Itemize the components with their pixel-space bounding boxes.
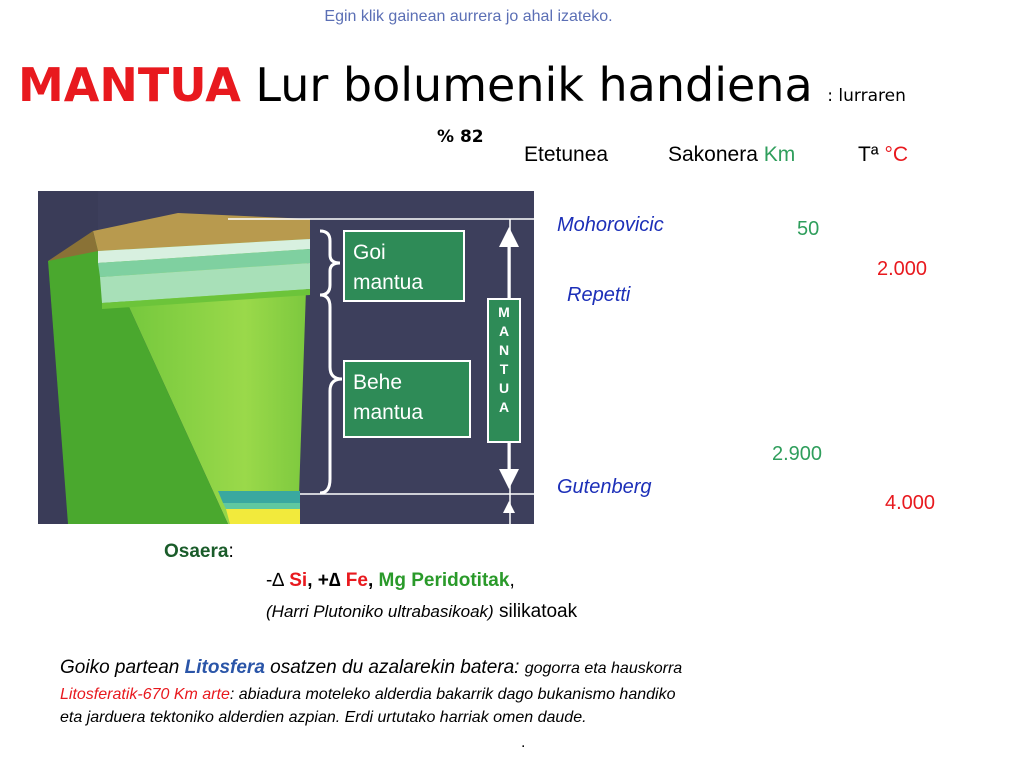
bottom-l1-b: osatzen du azalarekin batera:	[270, 657, 520, 678]
col-temp-unit: °C	[884, 143, 909, 166]
minus-delta: -∆	[266, 570, 284, 591]
behe-mantua-line1: Behe	[353, 371, 403, 394]
col-sakonera-unit: Km	[763, 143, 796, 166]
mantua-letter: T	[499, 361, 509, 377]
bottom-l2-red: Litosferatik-670 Km arte	[60, 686, 230, 703]
osaera-label: Osaera	[164, 541, 229, 562]
comma-3: ,	[509, 570, 515, 591]
composition-note	[266, 601, 577, 623]
mohorovicic-depth: 50	[797, 218, 820, 240]
goi-mantua-line1: Goi	[353, 241, 386, 264]
element-fe: Fe	[345, 570, 368, 591]
mantua-letter: M	[498, 304, 510, 320]
harri-plutoniko: (Harri Plutoniko ultrabasikoak)	[266, 602, 494, 621]
gutenberg-depth: 2.900	[772, 443, 823, 465]
composition-label	[164, 541, 234, 563]
col-sakonera-label: Sakonera	[668, 143, 758, 166]
bottom-line-2	[60, 686, 675, 704]
comma-2: ,	[367, 570, 374, 591]
percent-label: % 82	[437, 127, 484, 147]
row-mohorovicic: Mohorovicic	[557, 214, 664, 236]
comma-1: ,	[307, 570, 313, 591]
behe-mantua-box	[343, 360, 471, 438]
plus-delta: +∆	[317, 570, 341, 591]
row-gutenberg: Gutenberg	[557, 476, 652, 498]
mantua-vertical-label	[487, 298, 521, 443]
col-sakonera	[668, 143, 795, 167]
title-main: Lur bolumenik handiena	[255, 58, 813, 112]
litosfera: Litosfera	[184, 657, 265, 678]
col-temp-label: Tª	[858, 143, 879, 166]
bottom-l1-small: gogorra eta hauskorra	[524, 660, 683, 677]
row-repetti: Repetti	[567, 284, 631, 306]
gutenberg-temp: 4.000	[885, 492, 936, 514]
peridotitak: Peridotitak	[411, 570, 510, 591]
page-title	[18, 58, 906, 112]
mohorovicic-temp: 2.000	[877, 258, 928, 280]
element-si: Si	[289, 570, 308, 591]
title-suffix: : lurraren	[827, 86, 906, 106]
goi-mantua-box	[343, 230, 465, 302]
mantua-letter: N	[498, 342, 510, 358]
bottom-l1-a: Goiko partean	[60, 657, 180, 678]
col-etetunea: Etetunea	[524, 143, 609, 166]
goi-mantua-line2: mantua	[353, 271, 424, 295]
behe-mantua-line2: mantua	[353, 401, 424, 425]
element-mg: Mg	[378, 570, 406, 591]
composition-elements	[266, 570, 515, 592]
osaera-colon: :	[228, 541, 234, 562]
mantua-letter: A	[498, 399, 510, 415]
silikatoak: silikatoak	[498, 601, 578, 622]
bottom-l2-rest: : abiadura moteleko alderdia bakarrik dago bukanismo handiko	[229, 686, 676, 703]
bottom-dot: .	[521, 734, 526, 751]
title-mantua: MANTUA	[18, 58, 241, 112]
bottom-line-3: eta jarduera tektoniko alderdien azpian. Erdi urtutako harriak omen daude.	[60, 709, 587, 726]
mantua-letter: A	[498, 323, 510, 339]
col-temp	[858, 143, 908, 167]
mantua-letter: U	[498, 380, 510, 396]
bottom-line-1	[60, 657, 682, 679]
advance-hint[interactable]: Egin klik gainean aurrera jo ahal izateko.	[324, 8, 613, 25]
